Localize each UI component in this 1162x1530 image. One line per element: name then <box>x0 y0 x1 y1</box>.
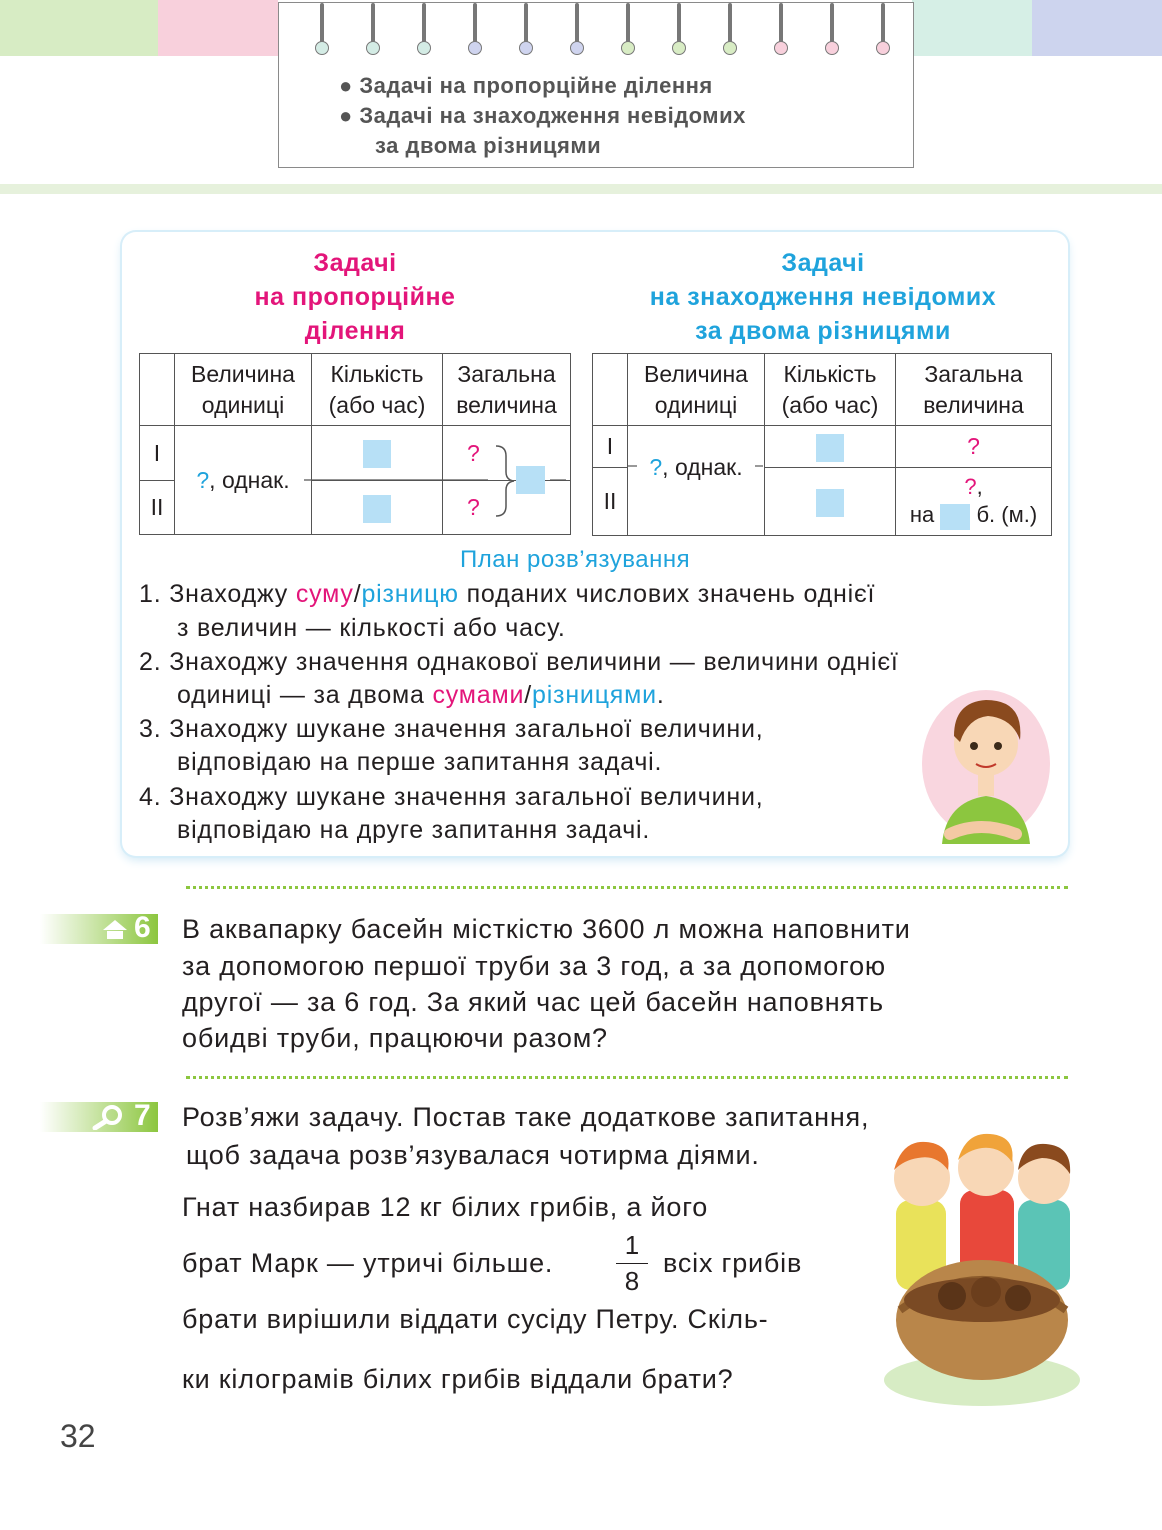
ring-icon <box>876 3 890 63</box>
quantity-cell <box>765 426 896 468</box>
heading-proportional: Задачі на пропорційне ділення <box>254 249 456 345</box>
row-label: II <box>140 480 175 534</box>
fraction-numerator: 1 <box>624 1230 640 1260</box>
topic-1: ● Задачі на пропорційне ділення <box>339 73 713 98</box>
task-7-line-2: щоб задача розв’язувалася чотирма діями. <box>186 1140 760 1170</box>
total-cell: ? <box>896 426 1052 468</box>
ring-icon <box>315 3 329 63</box>
ring-icon <box>774 3 788 63</box>
fraction-denominator: 8 <box>624 1266 640 1296</box>
task-7-number: 7 <box>134 1099 151 1132</box>
plan-step-4-cont: відповідаю на друге запитання задачі. <box>177 816 651 844</box>
ring-icon <box>570 3 584 63</box>
magnifier-icon <box>90 1104 126 1130</box>
task-6-line-2: за допомогою першої труби за 3 год, а за допомогою <box>182 951 886 981</box>
total-cell: ? <box>443 480 571 534</box>
dotted-divider <box>186 886 1068 889</box>
task-7-line-5: всіх грибів <box>663 1248 803 1278</box>
heading-two-differences: Задачі на знаходження невідомих за двома різницями <box>649 249 997 345</box>
color-band-pink <box>158 0 278 56</box>
task-7-line-4: брат Марк — утричі більше. <box>182 1248 554 1278</box>
task-6-line-3: другої — за 6 год. За який час цей басейн наповнять <box>182 987 884 1017</box>
plan-step-2-cont: одиниці — за двома сумами/різницями. <box>177 681 665 709</box>
ring-icon <box>621 3 635 63</box>
plan-step-2: 2. Знаходжу значення однакової величини — величини однієї <box>139 648 899 676</box>
table-two-differences: Величина одиниці Кількість (або час) Загальна величина I ?, однак. ? II ?, на б. (м.) <box>592 353 1052 536</box>
topic-2-cont: за двома різницями <box>375 133 602 158</box>
task-7-badge <box>40 1099 158 1132</box>
fraction-bar <box>616 1263 648 1264</box>
plan-step-1: 1. Знаходжу суму/різницю поданих числових значень однієї <box>139 580 876 608</box>
color-band-lavender <box>1032 0 1162 56</box>
table-proportional: Величина одиниці Кількість (або час) Загальна величина I ?, однак. ? II ? <box>139 353 571 535</box>
ring-icon <box>723 3 737 63</box>
task-7-line-3: Гнат назбирав 12 кг білих грибів, а його <box>182 1192 709 1222</box>
boy-illustration <box>920 684 1058 852</box>
home-icon <box>102 918 128 940</box>
plan-step-3-cont: відповідаю на перше запитання задачі. <box>177 748 663 776</box>
boys-with-mushroom-basket-illustration <box>882 1130 1088 1408</box>
task-6-badge <box>40 911 158 944</box>
task-7-line-7: ки кілограмів білих грибів віддали брати? <box>182 1364 734 1394</box>
ring-icon <box>672 3 686 63</box>
total-cell: ? <box>443 426 571 480</box>
plan-title: План розв’язування <box>460 546 691 573</box>
row-label: I <box>140 426 175 480</box>
task-6-number: 6 <box>134 911 151 944</box>
task-6-line-4: обидві труби, працюючи разом? <box>182 1023 608 1053</box>
plan-step-4: 4. Знаходжу шукане значення загальної величини, <box>139 783 764 811</box>
task-7-line-6: брати вирішили віддати сусіду Петру. Скіль- <box>182 1304 769 1334</box>
color-band-green <box>0 0 158 56</box>
task-7-line-1: Розв’яжи задачу. Постав таке додаткове запитання, <box>182 1102 870 1132</box>
divider-stripe <box>0 184 1162 194</box>
plan-step-1-cont: з величин — кількості або часу. <box>177 614 566 642</box>
dotted-divider <box>186 1076 1068 1079</box>
equal-cell: ?, однак. <box>628 426 765 536</box>
equal-connector-icon <box>627 450 767 490</box>
topic-2: ● Задачі на знаходження невідомих <box>339 103 746 128</box>
total-cell: ?, на б. (м.) <box>896 468 1052 536</box>
color-band-mint <box>912 0 1032 56</box>
quantity-cell <box>765 468 896 536</box>
plan-step-3: 3. Знаходжу шукане значення загальної величини, <box>139 715 764 743</box>
brace-icon <box>300 440 575 522</box>
topics-notebook <box>278 2 914 168</box>
ring-icon <box>417 3 431 63</box>
page-number: 32 <box>60 1418 96 1454</box>
row-label: I <box>593 426 628 468</box>
ring-icon <box>519 3 533 63</box>
equal-cell: ?, однак. <box>175 426 312 535</box>
row-label: II <box>593 468 628 536</box>
ring-icon <box>825 3 839 63</box>
task-6-line-1: В аквапарку басейн місткістю 3600 л можна наповнити <box>182 914 911 944</box>
fraction <box>612 1230 652 1297</box>
ring-icon <box>468 3 482 63</box>
ring-icon <box>366 3 380 63</box>
